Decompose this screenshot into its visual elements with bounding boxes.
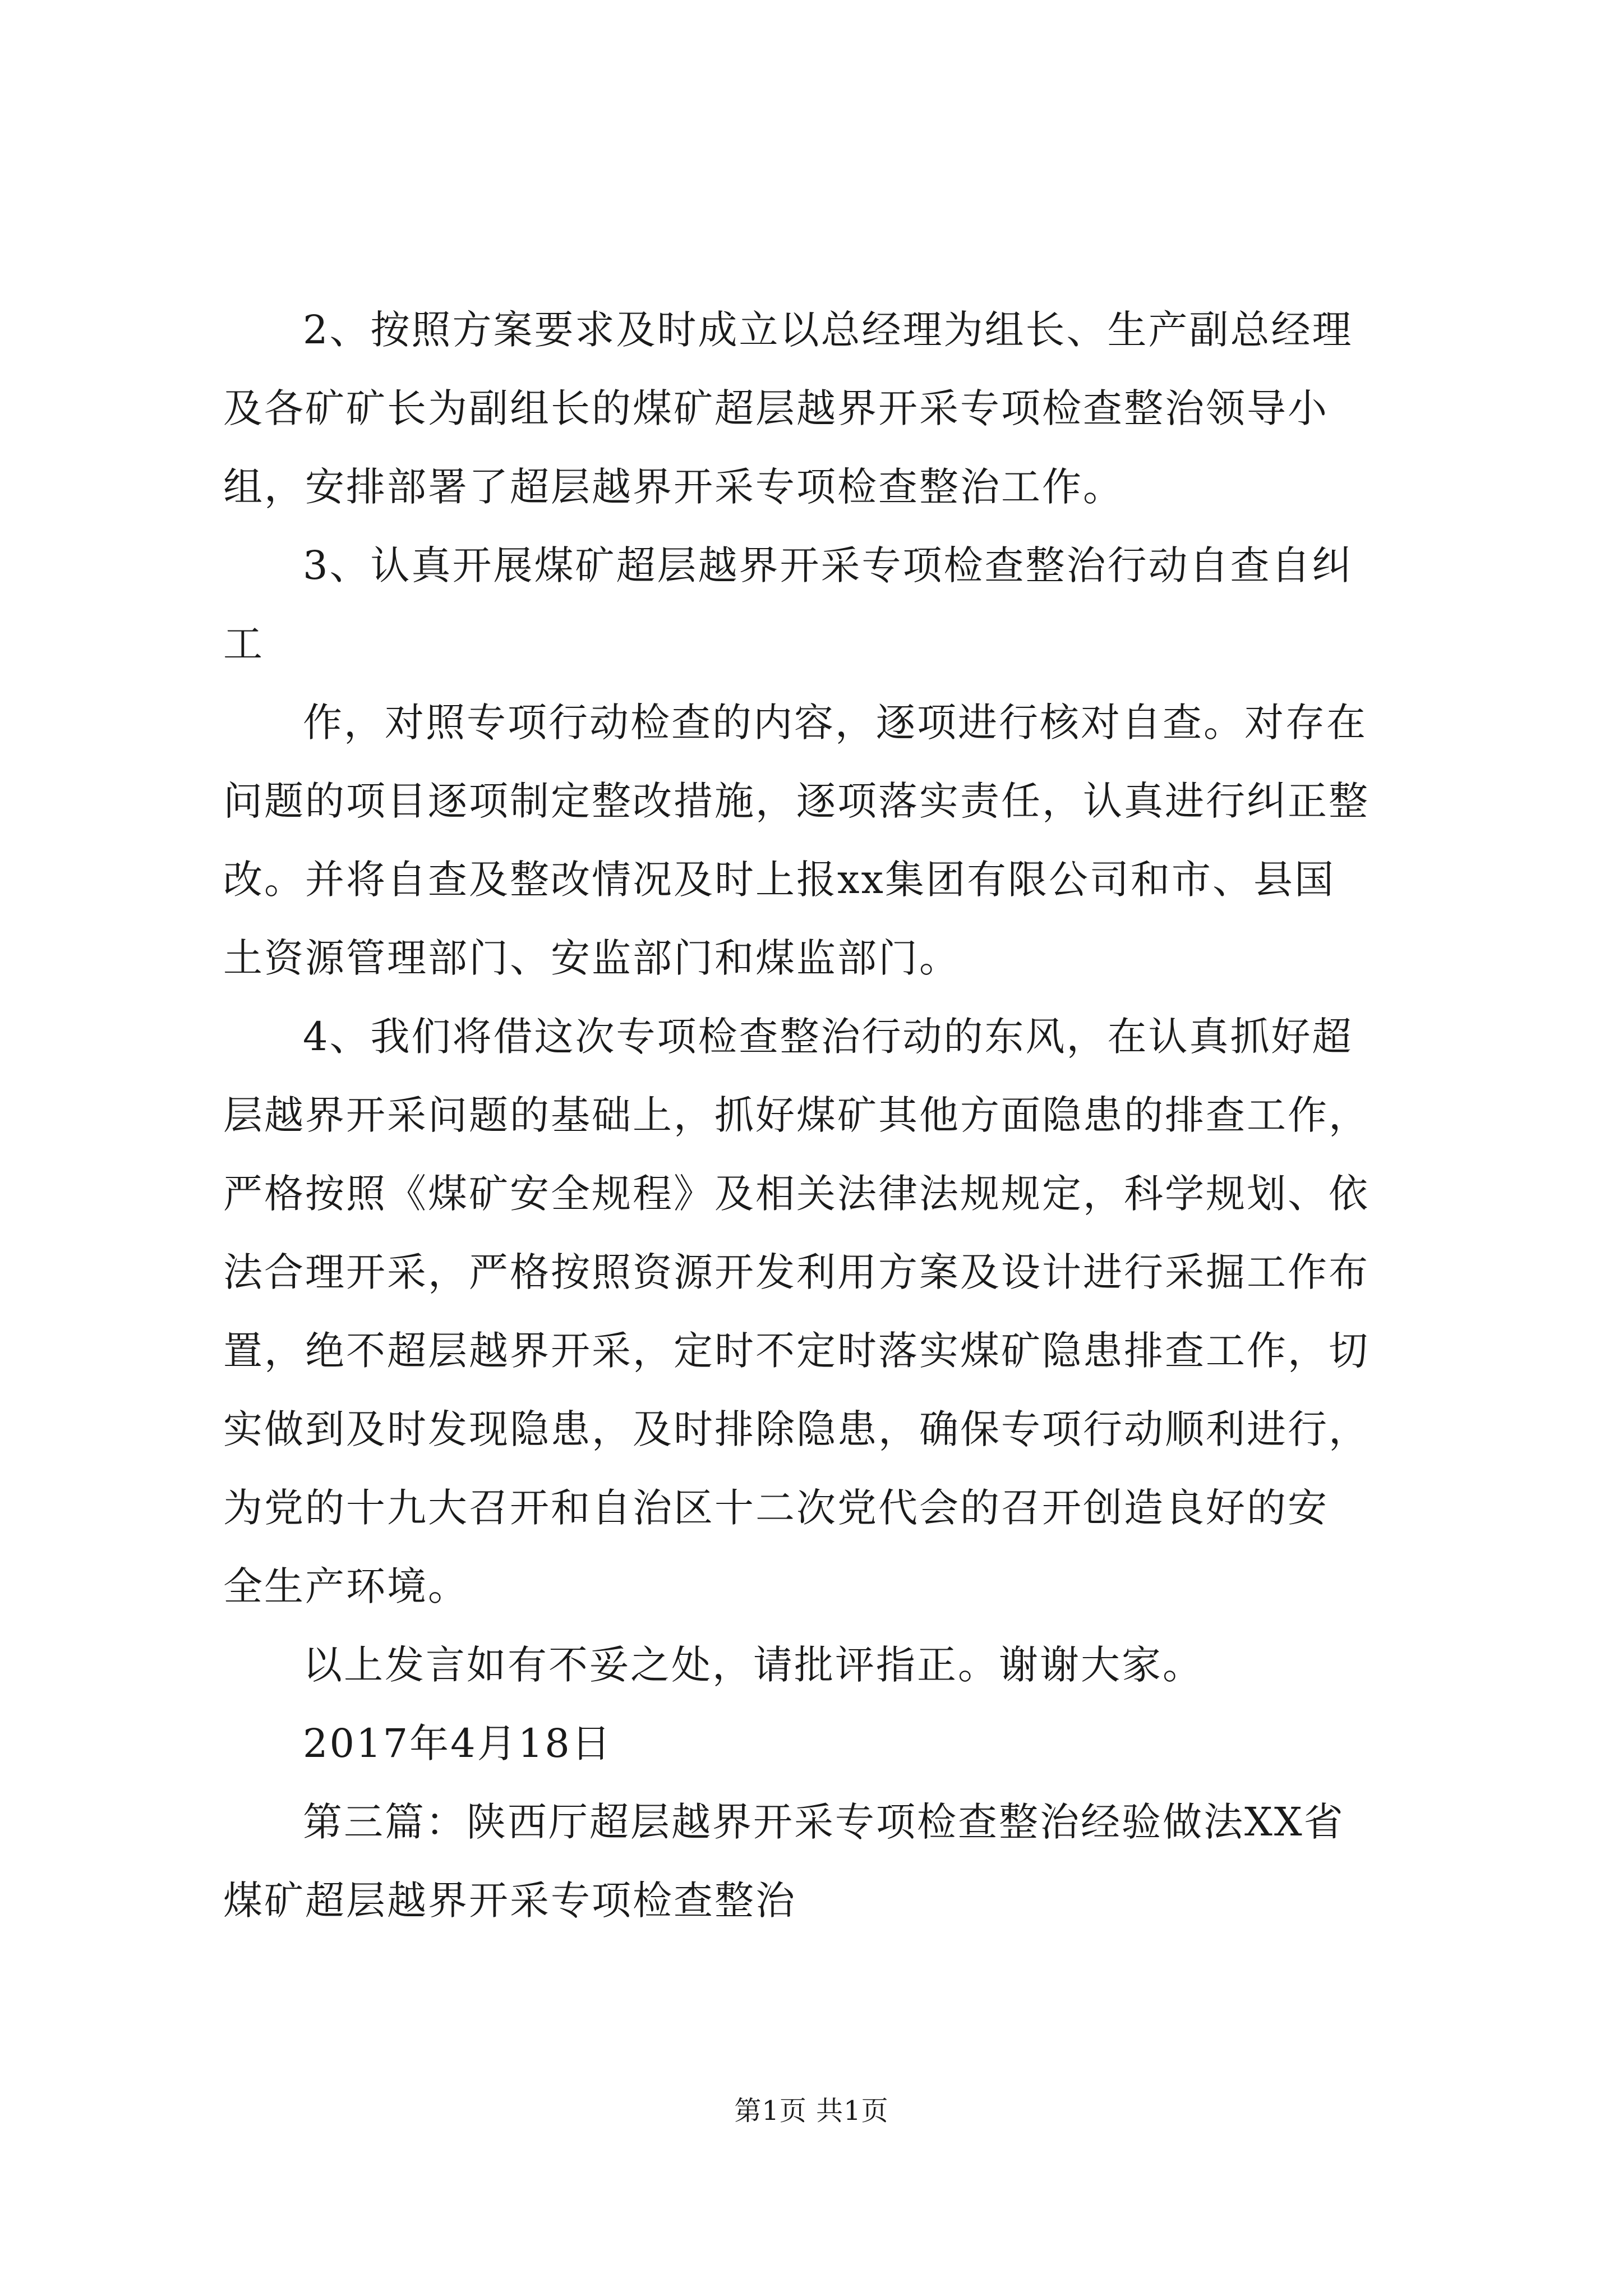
text-line: 严格按照《煤矿安全规程》及相关法律法规规定，科学规划、依 <box>223 1171 1370 1217</box>
text-line: 为党的十九大召开和自治区十二次党代会的召开创造良好的安 <box>223 1485 1329 1531</box>
closing-remark: 以上发言如有不妥之处，请批评指正。谢谢大家。 <box>303 1642 1204 1688</box>
section-heading: 第三篇：陕西厅超层越界开采专项检查整治经验做法XX省 <box>303 1799 1345 1845</box>
page-footer: 第1页 共1页 <box>734 2095 889 2127</box>
text-line: 组，安排部署了超层越界开采专项检查整治工作。 <box>223 464 1124 510</box>
text-line: 实做到及时发现隐患，及时排除隐患，确保专项行动顺利进行， <box>223 1406 1370 1452</box>
date-line: 2017年4月18日 <box>303 1720 612 1766</box>
text-line: 全生产环境。 <box>223 1563 469 1609</box>
text-line: 法合理开采，严格按照资源开发利用方案及设计进行采掘工作布 <box>223 1249 1370 1295</box>
text-line: 问题的项目逐项制定整改措施，逐项落实责任，认真进行纠正整 <box>223 778 1370 824</box>
text-line: 置，绝不超层越界开采，定时不定时落实煤矿隐患排查工作，切 <box>223 1328 1370 1374</box>
text-line: 3、认真开展煤矿超层越界开采专项检查整治行动自查自纠 <box>303 542 1353 588</box>
text-line: 土资源管理部门、安监部门和煤监部门。 <box>223 935 960 981</box>
text-line: 2、按照方案要求及时成立以总经理为组长、生产副总经理 <box>303 307 1353 353</box>
text-line: 作，对照专项行动检查的内容，逐项进行核对自查。对存在 <box>303 700 1367 746</box>
text-line: 层越界开采问题的基础上，抓好煤矿其他方面隐患的排查工作， <box>223 1092 1370 1138</box>
text-line: 工 <box>223 621 264 667</box>
text-line: 及各矿矿长为副组长的煤矿超层越界开采专项检查整治领导小 <box>223 385 1329 431</box>
text-line: 4、我们将借这次专项检查整治行动的东风，在认真抓好超 <box>303 1014 1353 1060</box>
section-heading-continued: 煤矿超层越界开采专项检查整治 <box>223 1878 796 1924</box>
text-line: 改。并将自查及整改情况及时上报xx集团有限公司和市、县国 <box>223 857 1335 903</box>
